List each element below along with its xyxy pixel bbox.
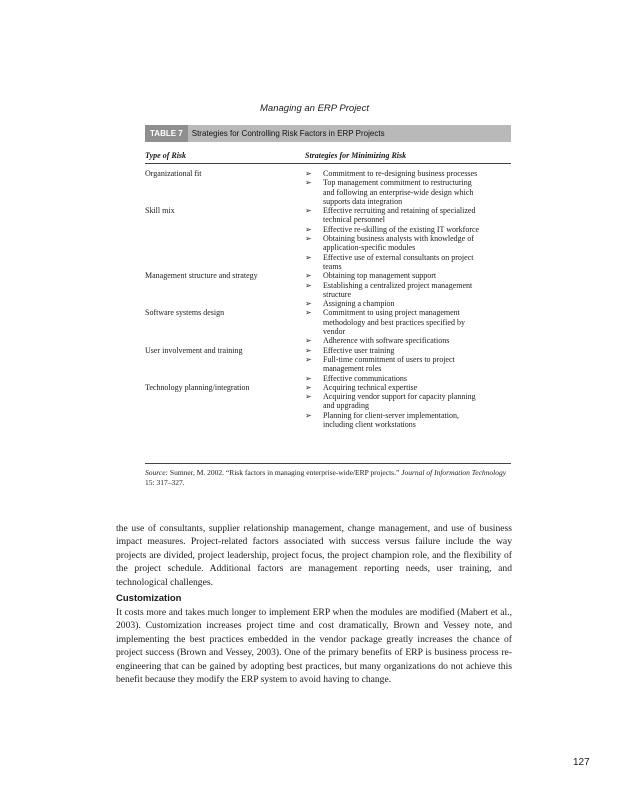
risk-type: Software systems design	[145, 308, 225, 318]
strategy-item	[305, 225, 511, 234]
strategy-line: Effective use of external consultants on project	[323, 252, 474, 262]
strategy-item	[305, 178, 511, 206]
strategy-line: application-specific modules	[323, 243, 416, 253]
arrow-bullet-icon: ➢	[305, 252, 312, 262]
column-header-risk: Type of Risk	[145, 151, 187, 160]
strategy-list	[305, 346, 511, 383]
table-row	[145, 383, 511, 429]
arrow-bullet-icon: ➢	[305, 178, 312, 188]
strategy-line: supports data integration	[323, 196, 403, 206]
strategy-line: Top management commitment to restructuring	[323, 178, 472, 188]
strategy-item	[305, 411, 511, 430]
strategy-line: Commitment to using project management	[323, 308, 460, 318]
strategy-line: Planning for client-server implementation,	[323, 410, 459, 420]
arrow-bullet-icon: ➢	[305, 392, 312, 402]
strategy-item	[305, 308, 511, 336]
risk-type: Organizational fit	[145, 169, 202, 178]
body-paragraph-2: It costs more and takes much longer to implement ERP when the modules are modified (Mabert et al., 2003). Customization increases project time and cost dramatically, Brown and Vessey note, and implementing the best practices embedded in the vendor package greatly increases the chance of project success (Brown and Vessey, 2003). One of the primary benefits of ERP is business process re-engineering that can be gained by adopting best practices, but many organizations do not achieve this benefit because they modify the ERP system to avoid having to change.	[116, 607, 512, 686]
body-paragraph-1: the use of consultants, supplier relationship management, change management, and use of business impact measures. Project-related factors associated with success versus failure include the way projects are divided, project leadership, project focus, the project champion role, and the flexibility of the project schedule. Additional factors are management reporting needs, user training, and technological challenges.	[116, 523, 512, 588]
strategy-item	[305, 234, 511, 253]
strategy-list	[305, 308, 511, 345]
strategy-item	[305, 206, 511, 225]
arrow-bullet-icon: ➢	[305, 410, 312, 420]
table-header-rule	[145, 163, 511, 164]
strategy-item	[305, 281, 511, 300]
strategy-line: Acquiring technical expertise	[323, 382, 418, 392]
arrow-bullet-icon: ➢	[305, 206, 312, 216]
strategy-list	[305, 383, 511, 429]
table-row	[145, 206, 511, 271]
arrow-bullet-icon: ➢	[305, 336, 312, 346]
column-header-strategies: Strategies for Minimizing Risk	[305, 151, 407, 160]
running-head: Managing an ERP Project	[260, 103, 369, 114]
strategy-line: and following an enterprise-wide design which	[323, 187, 474, 197]
risk-type: User involvement and training	[145, 345, 243, 355]
risk-type: Management structure and strategy	[145, 271, 258, 281]
table-row	[145, 346, 511, 383]
strategy-list	[305, 206, 511, 271]
strategy-line: Full-time commitment of users to project	[323, 354, 455, 364]
strategy-line: and upgrading	[323, 401, 369, 411]
table-bottom-rule	[145, 463, 511, 464]
strategy-line: Effective communications	[323, 373, 408, 383]
source-text: Sumner, M. 2002. “Risk factors in managing enterprise-wide/ERP projects.”	[169, 468, 400, 477]
strategy-line: management roles	[323, 364, 382, 374]
page-number: 127	[573, 757, 590, 768]
strategy-item	[305, 374, 511, 383]
table-title: Strategies for Controlling Risk Factors in ERP Projects	[191, 129, 385, 138]
strategy-item	[305, 336, 511, 345]
strategy-list	[305, 271, 511, 308]
strategy-line: Effective re-skilling of the existing IT workforce	[323, 224, 480, 234]
strategy-line: Acquiring vendor support for capacity planning	[323, 392, 476, 402]
arrow-bullet-icon: ➢	[305, 280, 312, 290]
arrow-bullet-icon: ➢	[305, 373, 312, 383]
strategy-line: Effective user training	[323, 345, 395, 355]
table-label: TABLE 7	[145, 125, 188, 142]
strategy-line: Commitment to re-designing business processes	[323, 169, 478, 178]
strategy-item	[305, 346, 511, 355]
strategy-item	[305, 392, 511, 411]
source-journal: Journal of Information Technology	[401, 468, 507, 477]
arrow-bullet-icon: ➢	[305, 234, 312, 244]
table-header	[145, 151, 511, 163]
table-row	[145, 308, 511, 345]
strategy-item	[305, 355, 511, 374]
arrow-bullet-icon: ➢	[305, 308, 312, 318]
section-heading-customization: Customization	[116, 593, 182, 604]
table-source	[145, 468, 511, 488]
risk-type: Skill mix	[145, 206, 175, 216]
table-body	[145, 169, 511, 429]
arrow-bullet-icon: ➢	[305, 299, 312, 309]
strategy-line: including client workstations	[323, 420, 416, 430]
strategy-line: Establishing a centralized project management	[323, 280, 473, 290]
source-citation: 15: 317–327.	[145, 478, 185, 487]
strategy-line: Obtaining business analysts with knowledge of	[323, 234, 474, 244]
strategy-line: Assigning a champion	[323, 299, 395, 309]
arrow-bullet-icon: ➢	[305, 354, 312, 364]
strategy-item	[305, 271, 511, 280]
arrow-bullet-icon: ➢	[305, 345, 312, 355]
arrow-bullet-icon: ➢	[305, 271, 312, 281]
strategy-line: structure	[323, 289, 351, 299]
strategy-line: Effective recruiting and retaining of specialized	[323, 206, 476, 216]
risk-type: Technology planning/integration	[145, 382, 250, 392]
strategy-list	[305, 169, 511, 206]
strategy-item	[305, 253, 511, 272]
strategy-line: vendor	[323, 327, 346, 337]
arrow-bullet-icon: ➢	[305, 169, 312, 178]
strategy-item	[305, 169, 511, 178]
table-row	[145, 169, 511, 206]
source-label: Source:	[145, 468, 169, 477]
strategy-line: methodology and best practices specified by	[323, 317, 465, 327]
strategy-line: Obtaining top management support	[323, 271, 437, 281]
strategy-item	[305, 383, 511, 392]
strategy-line: teams	[323, 261, 342, 271]
strategy-item	[305, 299, 511, 308]
arrow-bullet-icon: ➢	[305, 382, 312, 392]
table-banner	[145, 125, 511, 142]
arrow-bullet-icon: ➢	[305, 224, 312, 234]
strategy-line: technical personnel	[323, 215, 385, 225]
strategy-line: Adherence with software specifications	[323, 336, 450, 346]
table-row	[145, 271, 511, 308]
